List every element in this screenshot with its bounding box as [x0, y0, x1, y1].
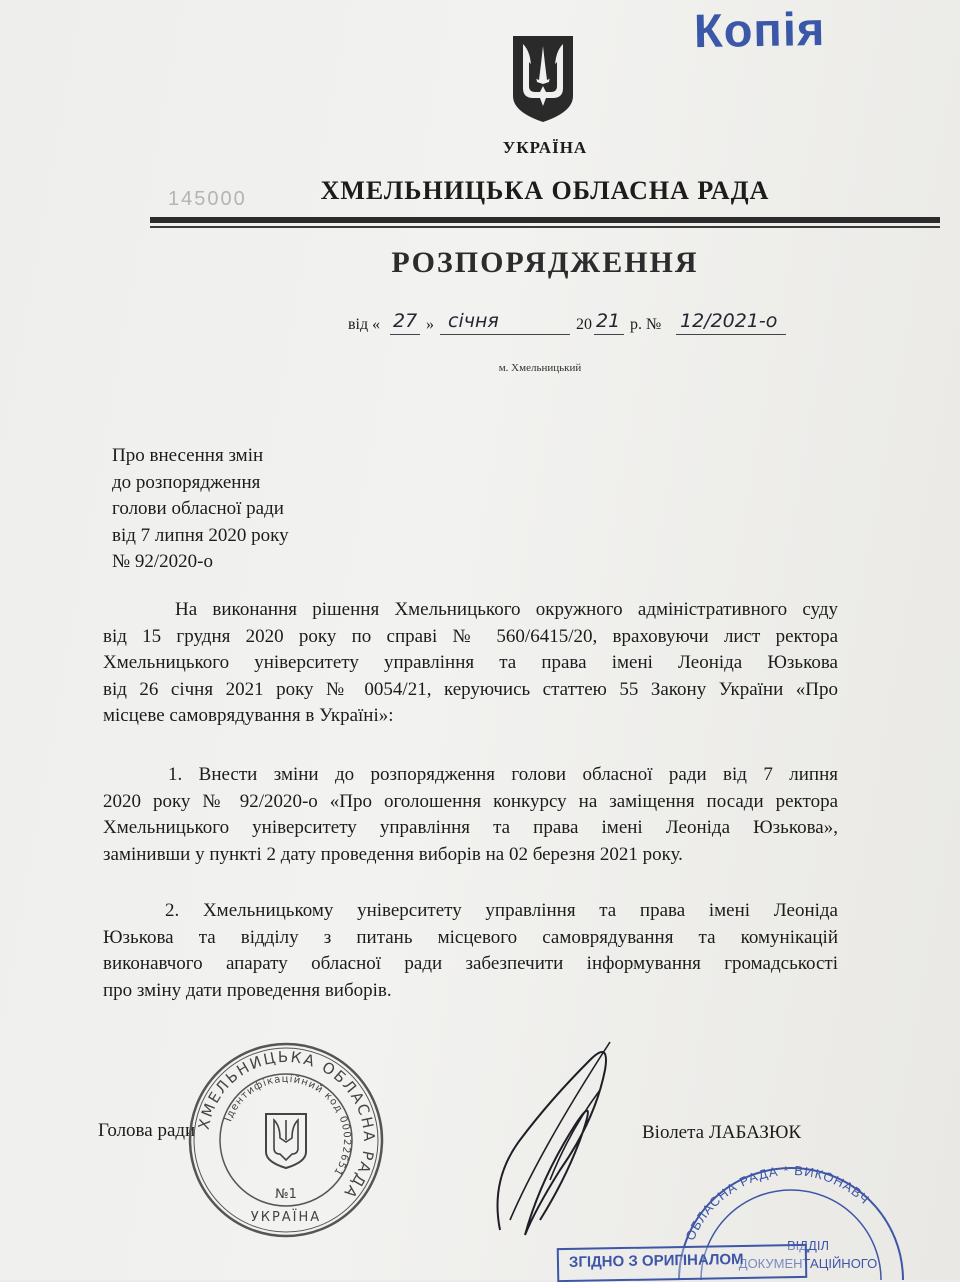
registration-number: 145000 — [168, 188, 247, 210]
signatory-name: Віолета ЛАБАЗЮК — [642, 1122, 802, 1143]
council-name: ХМЕЛЬНИЦЬКА ОБЛАСНА РАДА — [320, 176, 770, 205]
subject-block — [112, 443, 372, 576]
month-underline — [440, 334, 570, 335]
paragraph-line: 2. Хмельницькому університету управління та права імені Леоніда — [165, 900, 838, 921]
stamp-exec-line1: ВІДДІЛ — [786, 1238, 830, 1253]
signatory-title: Голова ради — [98, 1120, 196, 1141]
date-day: 27 — [393, 310, 418, 332]
document-type: РОЗПОРЯДЖЕННЯ — [391, 246, 699, 279]
year-prefix: 20 — [576, 316, 592, 333]
handwritten-signature — [480, 1030, 630, 1250]
number-underline — [676, 334, 786, 335]
year-label: р. № — [630, 316, 662, 333]
preamble-paragraph — [103, 597, 838, 730]
paragraph-line: від 26 січня 2021 року № 0054/21, керуючись статтею 55 Закону України «Про — [103, 678, 838, 700]
subject-line: до розпорядження — [112, 471, 261, 493]
subject-line: Про внесення змін — [112, 445, 264, 466]
trident-emblem-icon — [509, 34, 577, 124]
date-line — [348, 312, 808, 342]
paragraph-line: Хмельницького університету управління та права імені Леоніда Юзькова — [103, 652, 838, 673]
svg-text:ОБЛАСНА РАДА * ВИКОНАВЧ — [682, 1163, 872, 1243]
seal-outer-text: ХМЕЛЬНИЦЬКА ОБЛАСНА РАДА — [194, 1047, 379, 1203]
date-mid: » — [426, 316, 434, 333]
subject-line: голови обласної ради — [112, 498, 284, 519]
seal-inner-text: Ідентифікаційний код 00022651 — [223, 1073, 353, 1178]
paragraph-line: місцеве самоврядування в Україні»: — [103, 705, 394, 726]
date-prefix: від « — [348, 316, 381, 333]
subject-line: № 92/2020-о — [112, 551, 213, 572]
seal-bottom-text: УКРАЇНА — [250, 1210, 322, 1225]
paragraph-line: На виконання рішення Хмельницького окружного адміністративного суду — [175, 599, 838, 620]
stamp-exec-outer: ОБЛАСНА РАДА * ВИКОНАВЧ — [682, 1162, 873, 1243]
item-1-paragraph — [103, 762, 838, 868]
header-rule — [150, 217, 940, 223]
svg-text:Ідентифікаційний код 00022651 — [223, 1073, 352, 1178]
paragraph-line: виконавчого апарату обласної ради забезпечити інформування громадськості — [103, 953, 838, 974]
paragraph-line: про зміну дати проведення виборів. — [103, 979, 392, 1001]
official-seal — [186, 1040, 386, 1240]
day-underline — [390, 334, 420, 335]
year-suffix: 21 — [596, 310, 621, 332]
paragraph-line: від 15 грудня 2020 року по справі № 560/6415/20, враховуючи лист ректора — [103, 625, 838, 647]
order-number: 12/2021-о — [680, 310, 778, 332]
copy-stamp: Копія — [693, 1, 826, 58]
certified-copy-stamp: ЗГІДНО З ОРИГІНАЛОМ — [557, 1244, 808, 1282]
city-label: м. Хмельницький — [498, 362, 582, 374]
country-label: УКРАЇНА — [502, 138, 588, 157]
seal-number: №1 — [275, 1187, 297, 1202]
year-underline — [594, 334, 624, 335]
paragraph-line: 2020 року № 92/2020-о «Про оголошення конкурсу на заміщення посади ректора — [103, 790, 838, 812]
stamp-exec-line2: ДОКУМЕНТАЦІЙНОГО — [738, 1256, 878, 1271]
paragraph-line: 1. Внести зміни до розпорядження голови обласної ради від 7 липня — [168, 764, 838, 785]
paragraph-line: замінивши у пункті 2 дату проведення виборів на 02 березня 2021 року. — [103, 843, 683, 865]
date-month: січня — [448, 310, 499, 332]
item-2-paragraph — [103, 898, 838, 1004]
header-rule-thin — [150, 226, 940, 228]
subject-line: від 7 липня 2020 року — [112, 524, 289, 546]
paragraph-line: Хмельницького університету управління та права імені Леоніда Юзькова», — [103, 817, 838, 838]
paragraph-line: Юзькова та відділу з питань місцевого самоврядування та комунікацій — [103, 926, 838, 948]
